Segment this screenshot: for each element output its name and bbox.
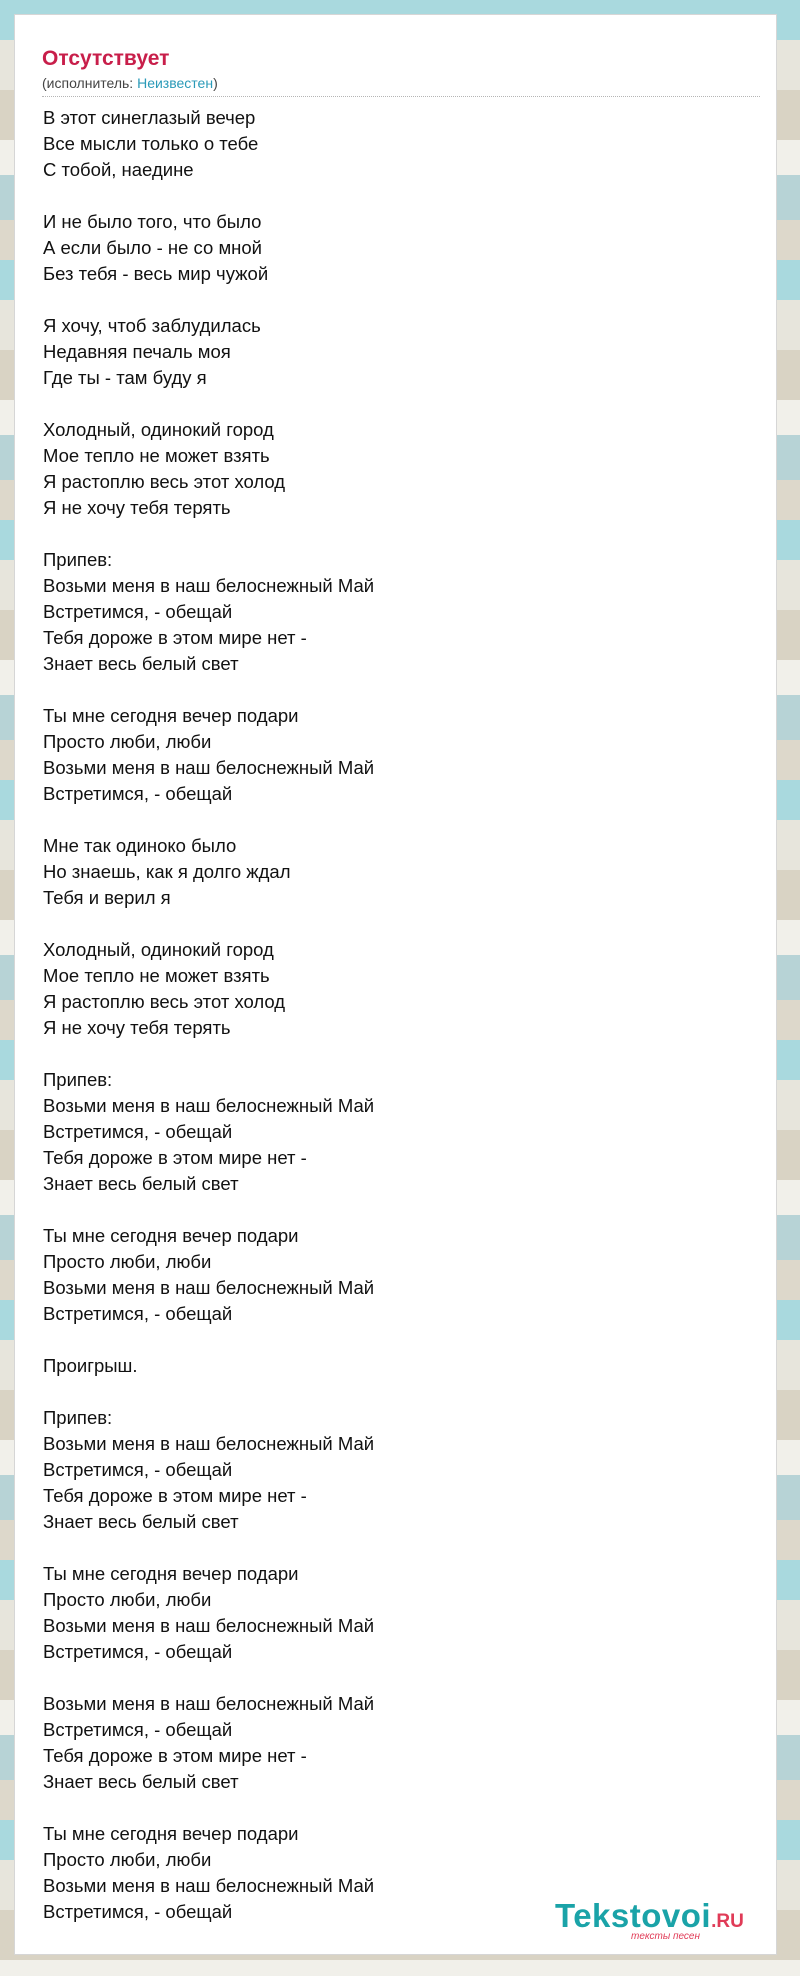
lyric-line: Возьми меня в наш белоснежный Май — [43, 1693, 375, 1714]
lyric-line: Припев: — [43, 1069, 113, 1090]
lyric-line: Встретимся, - обещай — [43, 1459, 233, 1480]
lyric-line: Тебя дороже в этом мире нет - — [43, 627, 307, 648]
lyric-line: Я не хочу тебя терять — [43, 1017, 231, 1038]
lyric-line: Я не хочу тебя терять — [43, 497, 231, 518]
lyric-line: Мне так одиноко было — [43, 835, 237, 856]
lyric-line: Тебя и верил я — [43, 887, 171, 908]
stanza — [43, 417, 743, 521]
lyric-line: Знает весь белый свет — [43, 653, 239, 674]
lyric-line: Где ты - там буду я — [43, 367, 207, 388]
logo-tld: .RU — [711, 1911, 744, 1932]
lyric-line: Ты мне сегодня вечер подари — [43, 705, 299, 726]
lyric-line: Просто люби, люби — [43, 731, 212, 752]
stanza — [43, 547, 743, 677]
lyric-line: Ты мне сегодня вечер подари — [43, 1823, 299, 1844]
stanza — [43, 313, 743, 391]
lyric-line: Ты мне сегодня вечер подари — [43, 1225, 299, 1246]
lyric-line: В этот синеглазый вечер — [43, 107, 256, 128]
stanza — [43, 1067, 743, 1197]
lyric-line: Просто люби, люби — [43, 1589, 212, 1610]
stanza — [43, 1353, 743, 1379]
stanza — [43, 1561, 743, 1665]
logo-name: Tekstovoi — [555, 1897, 712, 1934]
lyric-line: Возьми меня в наш белоснежный Май — [43, 1277, 375, 1298]
song-title: Отсутствует — [42, 47, 170, 70]
lyric-line: Встретимся, - обещай — [43, 783, 233, 804]
artist-suffix: ) — [213, 75, 218, 91]
lyric-line: Мое тепло не может взять — [43, 965, 270, 986]
lyric-line: Мое тепло не может взять — [43, 445, 270, 466]
lyric-line: Встретимся, - обещай — [43, 1121, 233, 1142]
stanza — [43, 1223, 743, 1327]
lyric-line: Знает весь белый свет — [43, 1511, 239, 1532]
lyric-line: Но знаешь, как я долго ждал — [43, 861, 291, 882]
lyric-line: Встретимся, - обещай — [43, 601, 233, 622]
lyric-line: Встретимся, - обещай — [43, 1303, 233, 1324]
lyric-line: Просто люби, люби — [43, 1849, 212, 1870]
logo-tagline: тексты песен — [631, 1931, 700, 1942]
lyric-line: С тобой, наедине — [43, 159, 194, 180]
lyric-line: Без тебя - весь мир чужой — [43, 263, 269, 284]
lyric-line: Возьми меня в наш белоснежный Май — [43, 757, 375, 778]
stanza — [43, 703, 743, 807]
lyric-line: Возьми меня в наш белоснежный Май — [43, 575, 375, 596]
stanza — [43, 1405, 743, 1535]
lyric-line: Я растоплю весь этот холод — [43, 991, 286, 1012]
stanza — [43, 105, 743, 183]
lyric-line: Холодный, одинокий город — [43, 419, 274, 440]
lyric-line: Ты мне сегодня вечер подари — [43, 1563, 299, 1584]
lyric-line: Встретимся, - обещай — [43, 1641, 233, 1662]
lyric-line: Недавняя печаль моя — [43, 341, 231, 362]
lyric-line: Возьми меня в наш белоснежный Май — [43, 1875, 375, 1896]
lyric-line: Просто люби, люби — [43, 1251, 212, 1272]
lyric-line: Все мысли только о тебе — [43, 133, 259, 154]
lyric-line: Я хочу, чтоб заблудилась — [43, 315, 261, 336]
lyric-line: Возьми меня в наш белоснежный Май — [43, 1433, 375, 1454]
stanza — [43, 937, 743, 1041]
lyric-line: Холодный, одинокий город — [43, 939, 274, 960]
site-logo[interactable] — [555, 1898, 775, 1948]
artist-prefix: (исполнитель: — [42, 75, 138, 91]
lyric-line: Тебя дороже в этом мире нет - — [43, 1745, 307, 1766]
lyric-line: А если было - не со мной — [43, 237, 263, 258]
artist-line — [42, 74, 760, 97]
song-header — [42, 45, 760, 97]
stanza — [43, 1691, 743, 1795]
lyric-line: Припев: — [43, 1407, 113, 1428]
lyrics-body — [43, 105, 743, 1951]
lyric-line: Возьми меня в наш белоснежный Май — [43, 1095, 375, 1116]
artist-link[interactable]: Неизвестен — [137, 75, 214, 91]
lyric-line: Встретимся, - обещай — [43, 1901, 233, 1922]
lyric-line: Встретимся, - обещай — [43, 1719, 233, 1740]
lyrics-card — [14, 14, 777, 1955]
stanza — [43, 833, 743, 911]
lyric-line: Проигрыш. — [43, 1355, 138, 1376]
lyric-line: Я растоплю весь этот холод — [43, 471, 286, 492]
lyric-line: И не было того, что было — [43, 211, 262, 232]
lyric-line: Возьми меня в наш белоснежный Май — [43, 1615, 375, 1636]
stanza — [43, 209, 743, 287]
lyric-line: Знает весь белый свет — [43, 1771, 239, 1792]
lyric-line: Знает весь белый свет — [43, 1173, 239, 1194]
lyric-line: Припев: — [43, 549, 113, 570]
lyric-line: Тебя дороже в этом мире нет - — [43, 1147, 307, 1168]
lyric-line: Тебя дороже в этом мире нет - — [43, 1485, 307, 1506]
